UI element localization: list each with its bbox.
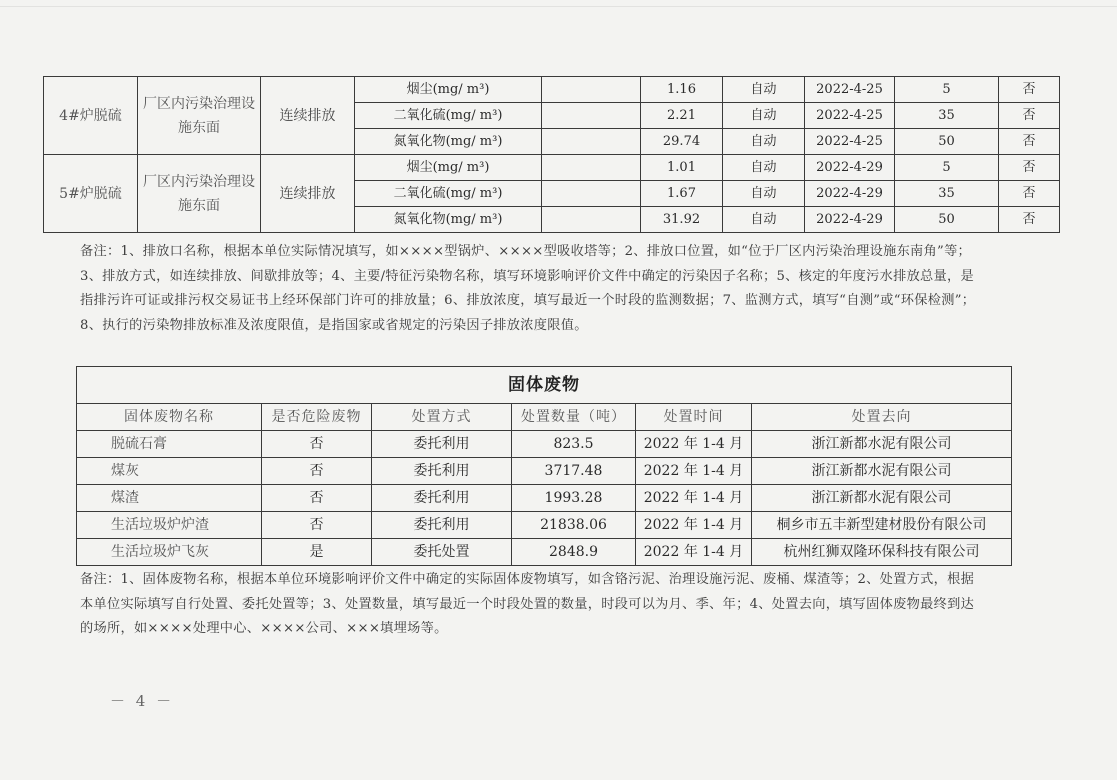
disposal-destination: 浙江新都水泥有限公司: [752, 458, 1012, 485]
exceed-flag: 否: [999, 207, 1060, 233]
column-header: 是否危险废物: [262, 404, 372, 431]
column-header: 处置时间: [636, 404, 752, 431]
monitor-method: 自动: [723, 129, 805, 155]
pollutant-name: 二氧化硫(mg/ m³): [355, 181, 542, 207]
concentration: 2.21: [641, 103, 723, 129]
concentration: 29.74: [641, 129, 723, 155]
limit-value: 5: [895, 155, 999, 181]
monitor-method: 自动: [723, 103, 805, 129]
pollutant-name: 烟尘(mg/ m³): [355, 77, 542, 103]
solid-waste-table: [76, 366, 1012, 566]
monitor-date: 2022-4-29: [805, 207, 895, 233]
is-hazardous: 是: [262, 539, 372, 566]
annual-total: [542, 155, 641, 181]
disposal-destination: 浙江新都水泥有限公司: [752, 431, 1012, 458]
column-header: 处置方式: [372, 404, 512, 431]
pollutant-name: 氮氧化物(mg/ m³): [355, 129, 542, 155]
exceed-flag: 否: [999, 103, 1060, 129]
annual-total: [542, 207, 641, 233]
outlet-location: 厂区内污染治理设施东面: [138, 77, 261, 155]
waste-name: 生活垃圾炉飞灰: [77, 539, 262, 566]
limit-value: 5: [895, 77, 999, 103]
disposal-time: 2022 年 1-4 月: [636, 512, 752, 539]
concentration: 1.01: [641, 155, 723, 181]
disposal-quantity: 2848.9: [512, 539, 636, 566]
annual-total: [542, 181, 641, 207]
disposal-time: 2022 年 1-4 月: [636, 431, 752, 458]
is-hazardous: 否: [262, 485, 372, 512]
column-header: 固体废物名称: [77, 404, 262, 431]
monitor-method: 自动: [723, 155, 805, 181]
is-hazardous: 否: [262, 512, 372, 539]
discharge-mode: 连续排放: [261, 155, 355, 233]
exceed-flag: 否: [999, 155, 1060, 181]
emission-row: [44, 77, 1060, 103]
disposal-method: 委托利用: [372, 485, 512, 512]
page-number: － 4 －: [110, 692, 175, 710]
disposal-method: 委托利用: [372, 458, 512, 485]
monitor-date: 2022-4-29: [805, 181, 895, 207]
disposal-time: 2022 年 1-4 月: [636, 458, 752, 485]
annual-total: [542, 129, 641, 155]
pollutant-name: 烟尘(mg/ m³): [355, 155, 542, 181]
monitor-date: 2022-4-25: [805, 103, 895, 129]
concentration: 1.16: [641, 77, 723, 103]
column-header: 处置数量（吨）: [512, 404, 636, 431]
solid-waste-row: [77, 458, 1012, 485]
exceed-flag: 否: [999, 181, 1060, 207]
disposal-quantity: 823.5: [512, 431, 636, 458]
solid-waste-header-row: [77, 404, 1012, 431]
emission-table: [43, 76, 1060, 233]
outlet-name: 4#炉脱硫: [44, 77, 138, 155]
waste-name: 生活垃圾炉炉渣: [77, 512, 262, 539]
monitor-date: 2022-4-25: [805, 77, 895, 103]
limit-value: 50: [895, 207, 999, 233]
waste-name: 煤灰: [77, 458, 262, 485]
disposal-time: 2022 年 1-4 月: [636, 485, 752, 512]
disposal-method: 委托处置: [372, 539, 512, 566]
concentration: 31.92: [641, 207, 723, 233]
is-hazardous: 否: [262, 458, 372, 485]
disposal-destination: 浙江新都水泥有限公司: [752, 485, 1012, 512]
solid-waste-note: 备注：1、固体废物名称，根据本单位环境影响评价文件中确定的实际固体废物填写，如含铬污泥、治理设施污泥、废桶、煤渣等；2、处置方式，根据本单位实际填写自行处置、委托处置等；3、处置数量，填写最近一个时段处置的数量，时段可以为月、季、年；4、处置去向，填写固体废物最终到达的场所，如××××处理中心、××××公司、×××填埋场等。: [80, 572, 975, 636]
exceed-flag: 否: [999, 77, 1060, 103]
outlet-name: 5#炉脱硫: [44, 155, 138, 233]
annual-total: [542, 77, 641, 103]
scan-edge-line: [0, 6, 1117, 7]
pollutant-name: 氮氧化物(mg/ m³): [355, 207, 542, 233]
column-header: 处置去向: [752, 404, 1012, 431]
exceed-flag: 否: [999, 129, 1060, 155]
disposal-method: 委托利用: [372, 512, 512, 539]
limit-value: 50: [895, 129, 999, 155]
is-hazardous: 否: [262, 431, 372, 458]
disposal-quantity: 1993.28: [512, 485, 636, 512]
outlet-location: 厂区内污染治理设施东面: [138, 155, 261, 233]
solid-waste-row: [77, 485, 1012, 512]
annual-total: [542, 103, 641, 129]
monitor-method: 自动: [723, 207, 805, 233]
solid-waste-row: [77, 539, 1012, 566]
pollutant-name: 二氧化硫(mg/ m³): [355, 103, 542, 129]
solid-waste-row: [77, 512, 1012, 539]
monitor-method: 自动: [723, 181, 805, 207]
disposal-time: 2022 年 1-4 月: [636, 539, 752, 566]
emission-row: [44, 155, 1060, 181]
solid-waste-title: 固体废物: [77, 367, 1012, 404]
disposal-destination: 杭州红狮双隆环保科技有限公司: [752, 539, 1012, 566]
concentration: 1.67: [641, 181, 723, 207]
disposal-destination: 桐乡市五丰新型建材股份有限公司: [752, 512, 1012, 539]
waste-name: 脱硫石膏: [77, 431, 262, 458]
limit-value: 35: [895, 181, 999, 207]
disposal-quantity: 21838.06: [512, 512, 636, 539]
discharge-mode: 连续排放: [261, 77, 355, 155]
disposal-quantity: 3717.48: [512, 458, 636, 485]
monitor-date: 2022-4-25: [805, 129, 895, 155]
waste-name: 煤渣: [77, 485, 262, 512]
monitor-date: 2022-4-29: [805, 155, 895, 181]
monitor-method: 自动: [723, 77, 805, 103]
emission-table-note: 备注：1、排放口名称，根据本单位实际情况填写，如××××型锅炉、××××型吸收塔等；2、排放口位置，如“位于厂区内污染治理设施东南角”等；3、排放方式，如连续排放、间歇排放等；4、主要/特征污染物名称，填写环境影响评价文件中确定的污染因子名称；5、核定的年度污水排放总量，是指排污许可证或排污权交易证书上经环保部门许可的排放量；6、排放浓度，填写最近一个时段的监测数据；7、监测方式，填写“自测”或“环保检测”；8、执行的污染物排放标准及浓度限值，是指国家或省规定的污染因子排放浓度限值。: [80, 244, 976, 333]
solid-waste-row: [77, 431, 1012, 458]
limit-value: 35: [895, 103, 999, 129]
disposal-method: 委托利用: [372, 431, 512, 458]
